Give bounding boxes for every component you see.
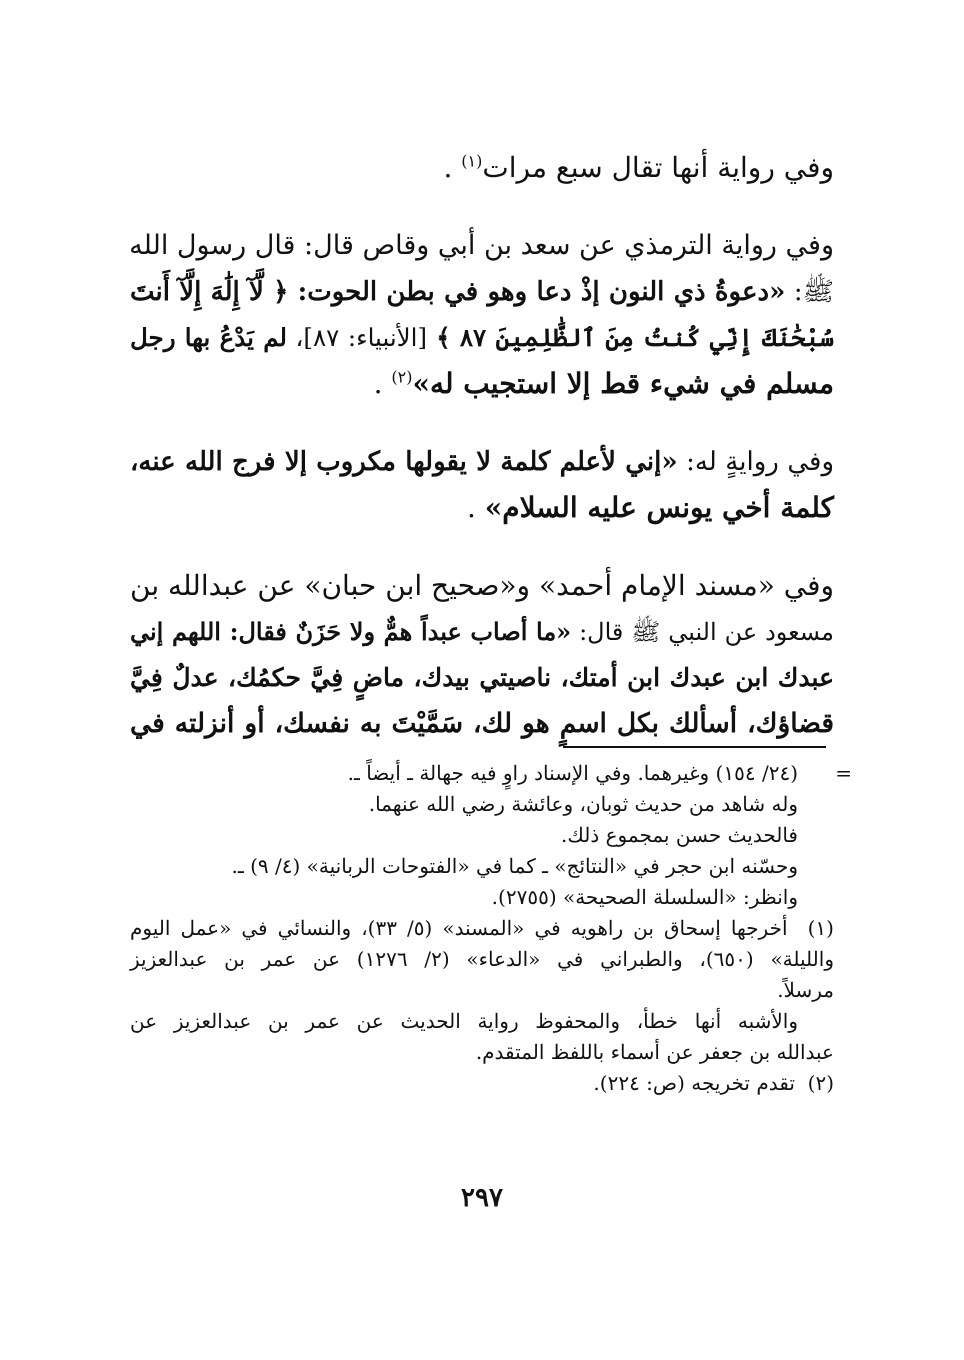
main-text [130,145,834,753]
footnote-line [130,944,834,975]
footnote-line [130,758,852,789]
hadith-text: «ما أصاب عبداً همٌّ ولا حَزَنٌ فقال: اللهم إني [130,617,572,646]
text-line [130,361,834,407]
footnote-text: والليلة» (٦٥٠)، والطبراني في «الدعاء» (٢/ ١٢٧٦) عن عمر بن عبدالعزيز [130,947,834,971]
verse-reference: [الأنبياء: ٨٧]، [286,323,427,352]
footnote-text: مرسلاً. [777,978,834,1002]
footnote-text: والأشبه أنها خطأ، والمحفوظ رواية الحديث عن عمر بن عبدالعزيز عن [130,1009,798,1033]
footnote-text: (٢٤/ ١٥٤) وغيرهما. وفي الإسناد راوٍ فيه جهالة ـ أيضاً ـ. [347,761,798,785]
footnote-number: (١) [807,916,834,940]
footnote-line [130,975,834,1006]
footnote-ref-2[interactable]: (٢) [391,367,413,387]
hadith-text: عبدك ابن عبدك ابن أمتك، ناصيتي بيدك، ماضٍ فِيَّ حكمُك، عدلٌ فِيَّ [130,663,834,692]
footnote-line [130,820,834,851]
footnote-text: تقدم تخريجه (ص: ٢٢٤). [593,1071,795,1095]
footnote-text: أخرجها إسحاق بن راهويه في «المسند» (٥/ ٣٣)، والنسائي في «عمل اليوم [130,916,788,940]
page-number: ٢٩٧ [461,1183,503,1213]
text-line [130,563,834,609]
footnote-line [130,1006,834,1037]
hadith-text: لم يَدْعُ بها رجل [130,323,287,352]
footnote-line [130,789,834,820]
text-run: وفي «مسند الإمام أحمد» و«صحيح ابن حبان» عن عبدالله بن [130,569,834,602]
text-line [130,439,834,485]
text-line [130,315,834,361]
footnote-text: وانظر: «السلسلة الصحيحة» (٢٧٥٥). [491,885,798,909]
text-line [130,701,834,747]
text-run: ﷺ: [785,277,835,307]
footnote-separator [563,746,826,748]
footnote-number: (٢) [807,1071,834,1095]
text-line [130,485,834,531]
text-line [130,269,834,315]
footnote-line [130,851,834,882]
paragraph-2 [130,223,834,407]
hadith-text: «دعوةُ ذي النون إذْ دعا وهو في بطن الحوت: ﴿ لَّآ إِلَٰهَ إِلَّآ أَنتَ [130,277,786,307]
paragraph-3 [130,439,834,531]
footnote-text: وحسّنه ابن حجر في «النتائج» ـ كما في «الفتوحات الربانية» (٤/ ٩) ـ. [231,854,798,878]
hadith-text: قضاؤك، أسألك بكل اسمٍ هو لك، سَمَّيْتَ به نفسك، أو أنزلته في [130,708,834,739]
hadith-text: «إني لأعلم كلمة لا يقولها مكروب إلا فرج الله عنه، [130,447,678,477]
hadith-text: مسلم في شيء قط إلا استجيب له» [412,367,834,400]
footnotes [130,758,852,1099]
footnote-text: وله شاهد من حديث ثوبان، وعائشة رضي الله عنهما. [368,792,798,816]
footnote-ref-1[interactable]: (١) [461,151,483,171]
hadith-text: كلمة أخي يونس عليه السلام» [484,491,834,524]
continuation-marker: = [835,761,852,785]
text-run: . [466,491,485,524]
text-line [130,655,834,701]
paragraph-1 [130,145,834,191]
text-run: مسعود عن النبي ﷺ قال: [571,618,834,646]
text-line [130,145,834,191]
text-run: وفي رواية الترمذي عن سعد بن أبي وقاص قال: قال رسول الله [129,230,834,261]
text-line [130,609,834,655]
text-run: وفي روايةٍ له: [677,447,834,477]
text-line [130,223,834,269]
footnote-line [130,882,834,913]
quran-verse: سُبْحَٰنَكَ إِنِّي كُنتُ مِنَ ٱلظَّٰلِمِينَ ٨٧ ﴾ [427,323,834,352]
text-run: . [443,151,462,184]
text-run: . [373,367,392,400]
footnote-text: فالحديث حسن بمجموع ذلك. [561,823,798,847]
footnote-line [130,913,834,944]
footnote-line [130,1068,834,1099]
footnote-text: عبدالله بن جعفر عن أسماء باللفظ المتقدم. [475,1040,834,1064]
text-run: وفي رواية أنها تقال سبع مرات [482,151,834,184]
footnote-line [130,1037,834,1068]
paragraph-4 [130,563,834,747]
